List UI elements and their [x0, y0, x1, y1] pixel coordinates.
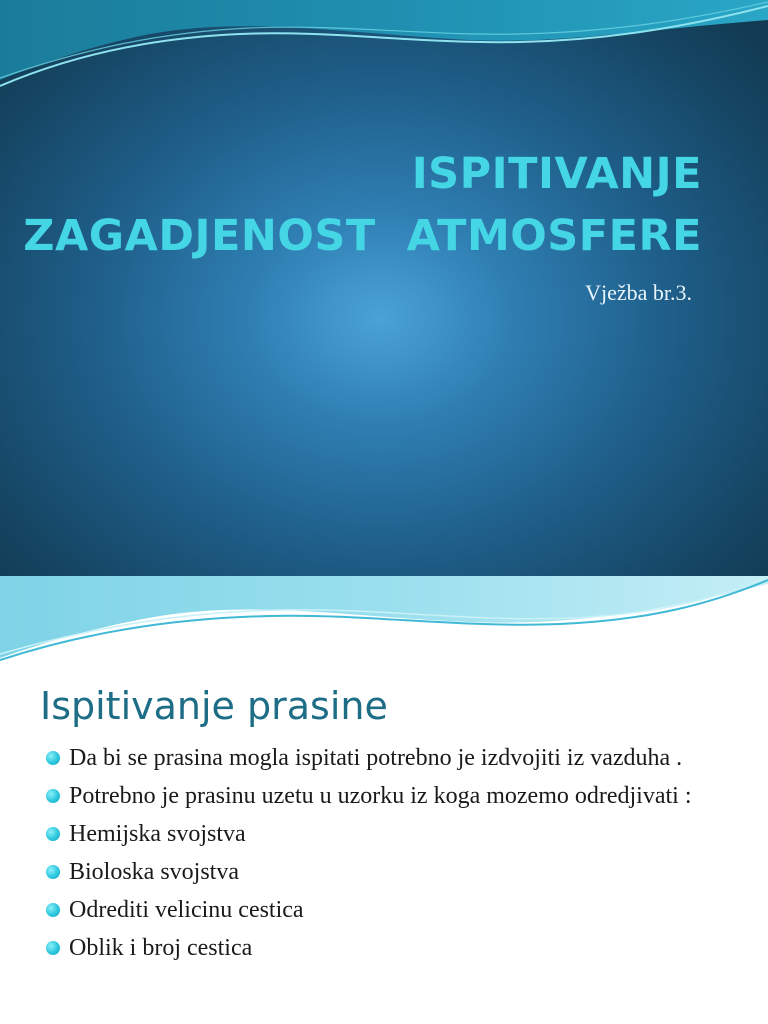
- bullet-icon: [46, 751, 60, 765]
- list-item-text: Bioloska svojstva: [69, 859, 240, 885]
- bullet-icon: [46, 865, 60, 879]
- bullet-icon: [46, 827, 60, 841]
- list-item: [44, 894, 734, 926]
- slide-subtitle: Vježba br.3.: [585, 280, 692, 305]
- bullet-icon: [46, 903, 60, 917]
- slide-title: [23, 143, 702, 267]
- bullet-icon: [46, 789, 60, 803]
- list-item-text: Da bi se prasina mogla ispitati potrebno je izdvojiti iz vazduha .: [69, 745, 683, 771]
- list-item: [44, 818, 734, 850]
- slide-title-line-2: ZAGADJENOST ATMOSFERE: [23, 211, 702, 261]
- bullet-icon: [46, 941, 60, 955]
- list-item-text: Potrebno je prasinu uzetu u uzorku iz koga mozemo odredjivati :: [69, 783, 692, 809]
- list-item: [44, 742, 734, 774]
- content-slide: [0, 576, 768, 1024]
- list-item: [44, 780, 734, 812]
- slide-title: Ispitivanje prasine: [40, 684, 388, 728]
- list-item: [44, 856, 734, 888]
- header-wave-decoration: [0, 0, 768, 110]
- slide-title-line-1: ISPITIVANJE: [411, 149, 702, 199]
- list-item-text: Odrediti velicinu cestica: [69, 897, 304, 923]
- bullet-list: [44, 742, 734, 970]
- list-item-text: Hemijska svojstva: [69, 821, 246, 847]
- header-wave-decoration: [0, 576, 768, 666]
- list-item-text: Oblik i broj cestica: [69, 935, 253, 961]
- list-item: [44, 932, 734, 964]
